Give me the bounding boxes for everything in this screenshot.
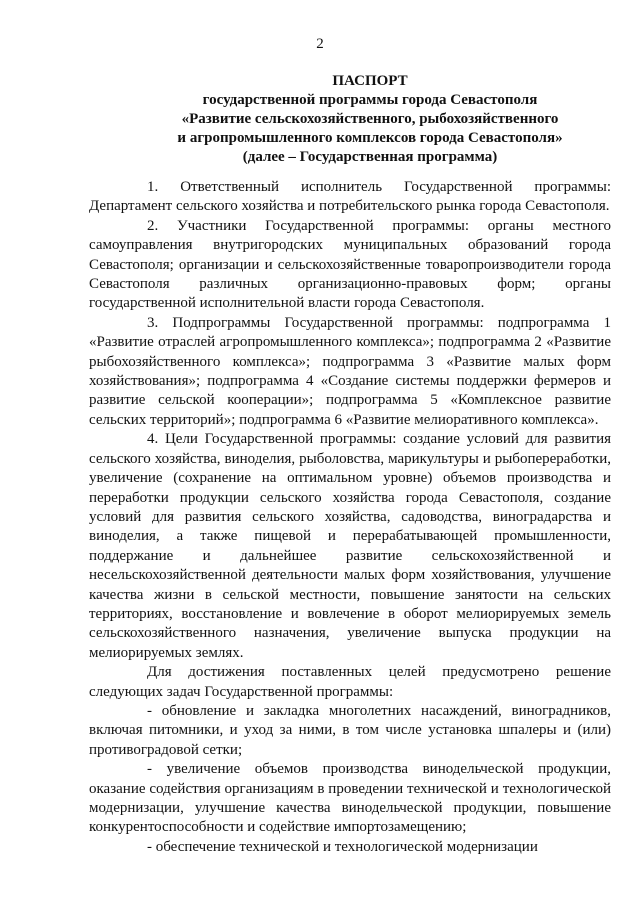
title-line-4: и агропромышленного комплексов города Севастополя» [177,130,563,146]
document-title [90,72,640,167]
task-item-3: - обеспечение технической и технологической модернизации [147,838,538,855]
task-item-1: - обновление и закладка многолетних насаждений, виноградников, включая питомники, и уход за ними, в том числе установка шпалеры и (или) противоградовой сетки; [89,702,611,758]
page-number: 2 [316,36,324,52]
section-goals: 4. Цели Государственной программы: создание условий для развития сельского хозяйства, виноделия, рыболовства, марикультуры и рыбопереработки, увеличение (сохранение на оптимальном уровне) объемов производства и переработки продукции сельского хозяйства города Севастополя, создание условий для развития сельского хозяйства, садоводства, виноградарства и виноделия, а также пищевой и перерабатывающей промышленности, поддержание и дальнейшее развитие сельскохозяйственной и несельскохозяйственной деятельности малых форм хозяйствования, улучшение качества жизни в сельской местности, повышение занятости на сельских территориях, восстановление и вовлечение в оборот мелиорируемых земель сельскохозяйственного назначения, увеличение выпуска продукции на мелиорируемых землях. [89,431,611,661]
title-line-5: (далее – Государственная программа) [242,149,498,165]
title-line-1: ПАСПОРТ [332,73,408,89]
section-participants: 2. Участники Государственной программы: органы местного самоуправления внутригородских муниципальных образований города Севастополя; организации и сельскохозяйственные товаропроизводители города Севастополя различных организационно-правовых форм; органы государственной исполнительной власти города Севастополя. [89,217,611,312]
section-tasks-intro: Для достижения поставленных целей предусмотрено решение следующих задач Государственной программы: [89,664,611,700]
document-body [89,178,611,857]
section-responsible-executor: 1. Ответственный исполнитель Государственной программы: Департамент сельского хозяйства и потребительского рынка города Севастополя. [89,179,611,215]
title-line-3: «Развитие сельскохозяйственного, рыбохозяйственного [181,111,559,127]
task-item-2: - увеличение объемов производства винодельческой продукции, оказание содействия организациям в проведении технической и технологической модернизации, улучшение качества винодельческой продукции, повышение конкурентоспособности и содействие импортозамещению; [89,761,611,836]
title-line-2: государственной программы города Севастополя [202,92,538,108]
section-subprograms: 3. Подпрограммы Государственной программы: подпрограмма 1 «Развитие отраслей агропромышленного комплекса»; подпрограмма 2 «Развитие рыбохозяйственного комплекса»; подпрограмма 3 «Развитие малых форм хозяйствования»; подпрограмма 4 «Создание системы поддержки фермеров и развитие сельской кооперации»; подпрограмма 5 «Комплексное развитие сельских территорий»; подпрограмма 6 «Развитие мелиоративного комплекса». [89,314,611,428]
